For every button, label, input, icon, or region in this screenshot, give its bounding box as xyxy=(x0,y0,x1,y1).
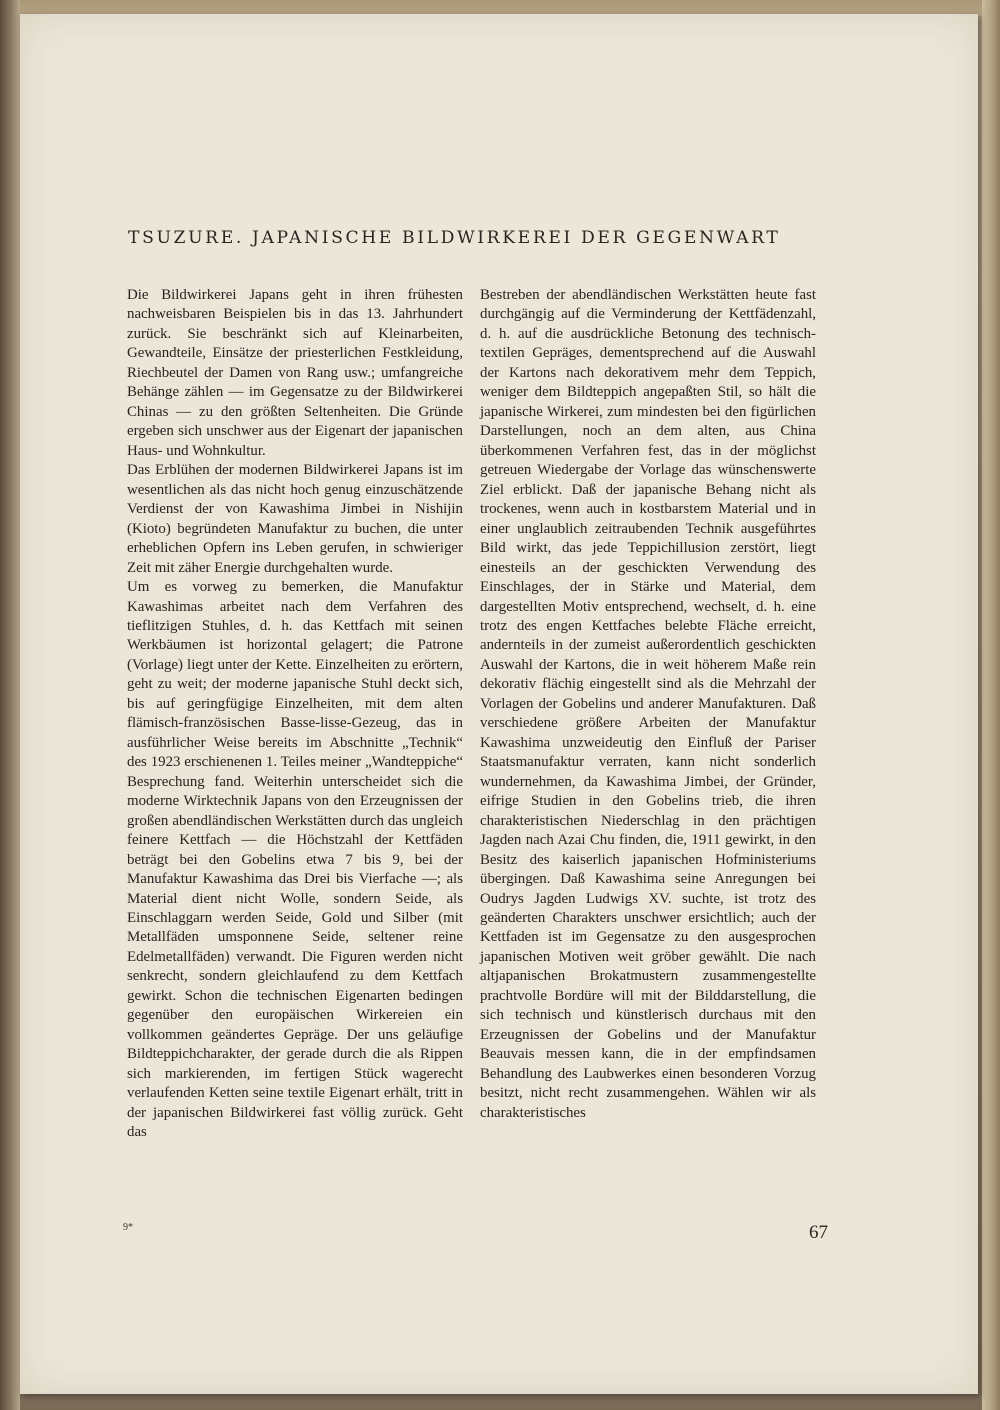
paragraph: Das Erblühen der modernen Bildwirkerei Japans ist im wesentlichen als das nicht hoch genug einzuschätzende Verdienst der von Kawashima Jimbei in Nishijin (Kioto) begründeten Manufaktur zu buchen, die unter erheblichen Opfern ins Leben gerufen, in schwieriger Zeit mit zäher Energie durchgehalten wurde. xyxy=(127,462,463,576)
signature-mark: 9* xyxy=(123,1222,133,1233)
chapter-heading: TSUZURE. JAPANISCHE BILDWIRKEREI DER GEGENWART xyxy=(128,228,781,248)
paragraph: Die Bildwirkerei Japans geht in ihren frühesten nachweisbaren Beispielen bis in das 13. Jahrhundert zurück. Sie beschränkt sich auf Kleinarbeiten, Gewandteile, Einsätze der priesterlichen Festkleidung, Riechbeutel der Damen von Rang usw.; umfangreiche Behänge zählen — im Gegensatze zu der Bildwirkerei Chinas — zu den größten Seltenheiten. Die Gründe ergeben sich unschwer aus der Eigenart der japanischen Haus- und Wohnkultur. xyxy=(127,287,463,459)
left-column xyxy=(127,286,463,1143)
page-number: 67 xyxy=(809,1222,828,1243)
book-binding xyxy=(0,0,20,1410)
paragraph: Um es vorweg zu bemerken, die Manufaktur Kawashimas arbeitet nach dem Verfahren des tieflitzigen Stuhles, d. h. das Kettfach mit seinen Werkbäumen ist horizontal gelagert; die Patrone (Vorlage) liegt unter der Kette. Einzelheiten zu erörtern, geht zu weit; der moderne japanische Stuhl deckt sich, bis auf geringfügige Einzelheiten, mit dem alten flämisch-französischen Basse-lisse-Gezeug, das in ausführlicher Weise bereits im Abschnitte „Technik“ des 1923 erschienenen 1. Teiles meiner „Wandteppiche“ Besprechung fand. Weiterhin unterscheidet sich die moderne Wirktechnik Japans von den Erzeugnissen der großen abendländischen Werkstätten durch das ungleich feinere Kettfach — die Höchstzahl der Kettfäden beträgt bei den Gobelins etwa 7 bis 9, bei der Manufaktur Kawashima das Drei bis Vierfache —; als Material dient nicht Wolle, sondern Seide, als Einschlaggarn werden Seide, Gold und Silber (mit Metallfäden umsponnene Seide, seltener reine Edelmetallfäden) verwandt. Die Figuren werden nicht senkrecht, sondern gleichlaufend zu dem Kettfach gewirkt. Schon die technischen Eigenarten bedingen gegenüber den europäischen Wirkereien ein vollkommen geändertes Gepräge. Der uns geläufige Bildteppichcharakter, der gerade durch die als Rippen sich markierenden, im fertigen Stück wagerecht verlaufenden Ketten seine textile Eigenart erhält, tritt in der japanischen Bildwirkerei fast völlig zurück. Geht das xyxy=(127,579,463,1141)
page xyxy=(20,14,978,1394)
cover-edge-right xyxy=(982,0,1000,1410)
paragraph: Bestreben der abendländischen Werkstätten heute fast durchgängig auf die Verminderung der Kettfädenzahl, d. h. auf die ausdrückliche Betonung des technisch-textilen Gepräges, dementsprechend auf die Auswahl der Kartons nach dekorativem mehr dem Teppich, weniger dem Bildteppich angepaßten Stil, so hält die japanische Wirkerei, zum mindesten bei den figürlichen Darstellungen, noch an dem alten, aus China überkommenen Verfahren fest, das in der möglichst getreuen Wiedergabe der Vorlage das wünschenswerte Ziel erblickt. Daß der japanische Behang nicht als trockenes, wenn auch in kostbarstem Material und in einer unglaublich zeitraubenden Technik ausgeführtes Bild wirkt, das jede Teppichillusion zerstört, liegt einesteils an der geschickten Verwendung des Einschlages, der in Stärke und Material, dem dargestellten Motiv entsprechend, wechselt, d. h. eine trotz des engen Kettfaches belebte Fläche erreicht, andernteils in der zumeist außerordentlich geschickten Auswahl der Kartons, die in weit höherem Maße rein dekorativ flächig eingestellt sind als die Mehrzahl der Vorlagen der Gobelins und anderer Manufakturen. Daß verschiedene größere Arbeiten der Manufaktur Kawashima unzweideutig den Einfluß der Pariser Staatsmanufaktur verraten, kann nicht sonderlich wundernehmen, da Kawashima Jimbei, der Gründer, eifrige Studien in den Gobelins trieb, die ihren charakteristischen Niederschlag in den prächtigen Jagden nach Azai Chu finden, die, 1911 gewirkt, in den Besitz des kaiserlich japanischen Hofministeriums übergingen. Daß Kawashima seine Anregungen bei Oudrys Jagden Ludwigs XV. suchte, ist trotz des geänderten Charakters unschwer ersichtlich; auch der Kettfaden ist im Gegensatze zu den ausgesprochen japanischen Motiven weit gröber gewählt. Die nach altjapanischen Brokatmustern zusammengestellte prachtvolle Bordüre will mit der Bilddarstellung, die sich technisch und künstlerisch durchaus mit den Erzeugnissen der Gobelins und der Manufaktur Beauvais messen kann, die in der empfindsamen Behandlung des Laubwerkes einen besonderen Vorzug besitzt, nicht recht zusammengehen. Wählen wir als charakteristisches xyxy=(480,287,816,1121)
right-column xyxy=(480,286,816,1123)
